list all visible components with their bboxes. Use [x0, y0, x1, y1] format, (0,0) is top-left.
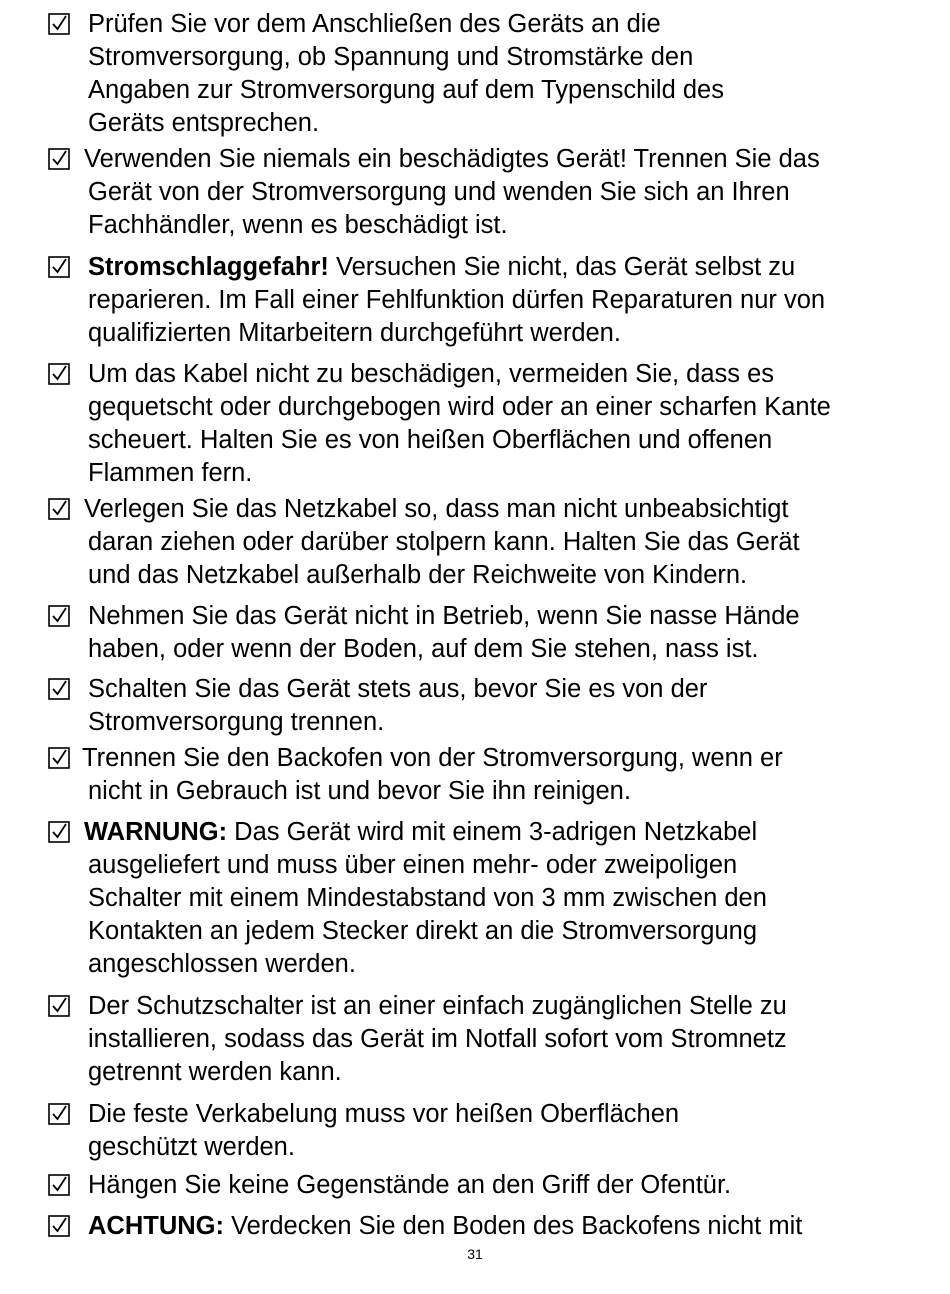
item-line: Der Schutzschalter ist an einer einfach zugänglichen Stelle zu — [88, 992, 787, 1020]
checked-box-icon — [48, 678, 70, 700]
item-text: Versuchen Sie nicht, das Gerät selbst zu — [328, 253, 796, 281]
list-item — [48, 143, 948, 242]
item-line — [88, 251, 948, 284]
item-line: ausgeliefert und muss über einen mehr- oder zweipoligen — [88, 851, 738, 879]
checked-box-icon — [48, 821, 70, 843]
item-line: qualifizierten Mitarbeitern durchgeführt werden. — [88, 319, 621, 347]
item-line: Angaben zur Stromversorgung auf dem Typenschild des — [88, 76, 724, 104]
checked-box-icon — [48, 498, 70, 520]
item-line: Verlegen Sie das Netzkabel so, dass man nicht unbeabsichtigt — [84, 495, 789, 523]
item-line: Nehmen Sie das Gerät nicht in Betrieb, wenn Sie nasse Hände — [88, 602, 800, 630]
item-line: Prüfen Sie vor dem Anschließen des Geräts an die — [88, 10, 661, 38]
checked-box-icon — [48, 13, 70, 35]
item-line — [88, 1210, 948, 1243]
checked-box-icon — [48, 1174, 70, 1196]
item-line — [84, 816, 948, 849]
caution-label: ACHTUNG: — [88, 1212, 224, 1240]
item-line: Verwenden Sie niemals ein beschädigtes Gerät! Trennen Sie das — [84, 145, 820, 173]
list-item — [48, 358, 948, 490]
item-line: Stromversorgung, ob Spannung und Stromstärke den — [88, 43, 694, 71]
item-line: installieren, sodass das Gerät im Notfall sofort vom Stromnetz — [88, 1025, 787, 1053]
checked-box-icon — [48, 747, 70, 769]
item-line: reparieren. Im Fall einer Fehlfunktion dürfen Reparaturen nur von — [88, 286, 826, 314]
item-line: Schalten Sie das Gerät stets aus, bevor Sie es von der — [88, 675, 708, 703]
item-line: getrennt werden kann. — [88, 1058, 342, 1086]
item-line: daran ziehen oder darüber stolpern kann. Halten Sie das Gerät — [88, 528, 800, 556]
item-line: Die feste Verkabelung muss vor heißen Oberflächen — [88, 1100, 680, 1128]
list-item — [48, 1169, 948, 1202]
list-item — [48, 1210, 948, 1243]
list-item — [48, 8, 948, 140]
item-text: Verdecken Sie den Boden des Backofens nicht mit — [223, 1212, 803, 1240]
list-item — [48, 493, 948, 592]
list-item — [48, 742, 948, 808]
list-item — [48, 673, 948, 739]
item-line: nicht in Gebrauch ist und bevor Sie ihn reinigen. — [88, 777, 631, 805]
item-line: Geräts entsprechen. — [88, 109, 320, 137]
checked-box-icon — [48, 605, 70, 627]
item-text: Das Gerät wird mit einem 3-adrigen Netzkabel — [227, 818, 758, 846]
list-item — [48, 816, 948, 981]
item-line: scheuert. Halten Sie es von heißen Oberflächen und offenen — [88, 426, 773, 454]
page-number: 31 — [467, 1246, 483, 1262]
item-line: und das Netzkabel außerhalb der Reichweite von Kindern. — [88, 561, 748, 589]
item-line: angeschlossen werden. — [88, 950, 356, 978]
checked-box-icon — [48, 1215, 70, 1237]
checked-box-icon — [48, 1103, 70, 1125]
warning-label: WARNUNG: — [84, 818, 228, 846]
list-item — [48, 990, 948, 1089]
checked-box-icon — [48, 256, 70, 278]
checked-box-icon — [48, 995, 70, 1017]
item-line: gequetscht oder durchgebogen wird oder an einer scharfen Kante — [88, 393, 831, 421]
checked-box-icon — [48, 148, 70, 170]
list-item — [48, 1098, 948, 1164]
item-line: Fachhändler, wenn es beschädigt ist. — [88, 211, 508, 239]
danger-label: Stromschlaggefahr! — [88, 253, 329, 281]
list-item — [48, 251, 948, 350]
checked-box-icon — [48, 363, 70, 385]
item-line: Trennen Sie den Backofen von der Stromversorgung, wenn er — [82, 744, 783, 772]
item-line: geschützt werden. — [88, 1133, 295, 1161]
item-line: Stromversorgung trennen. — [88, 708, 385, 736]
item-line: Hängen Sie keine Gegenstände an den Griff der Ofentür. — [88, 1171, 732, 1199]
item-line: Flammen fern. — [88, 459, 253, 487]
item-line: Schalter mit einem Mindestabstand von 3 mm zwischen den — [88, 884, 767, 912]
list-item — [48, 600, 948, 666]
item-line: haben, oder wenn der Boden, auf dem Sie stehen, nass ist. — [88, 635, 759, 663]
item-line: Gerät von der Stromversorgung und wenden Sie sich an Ihren — [88, 178, 790, 206]
item-line: Kontakten an jedem Stecker direkt an die Stromversorgung — [88, 917, 758, 945]
item-line: Um das Kabel nicht zu beschädigen, vermeiden Sie, dass es — [88, 360, 775, 388]
